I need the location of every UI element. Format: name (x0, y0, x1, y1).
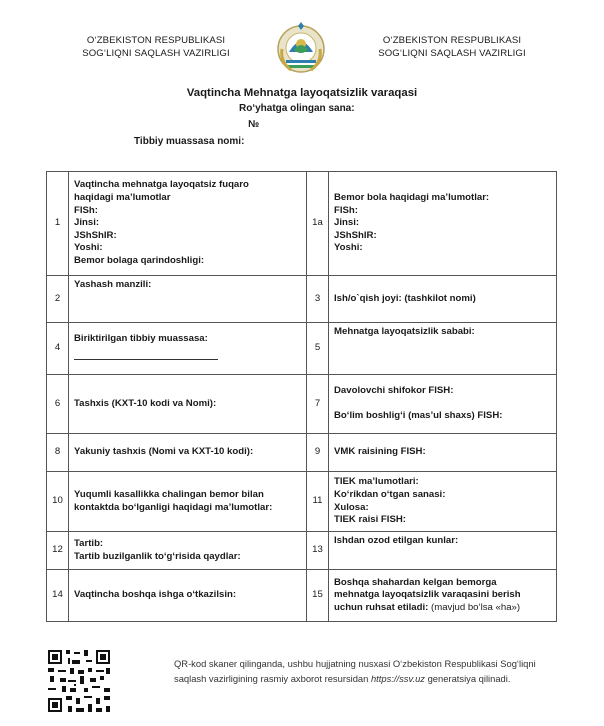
permission-note: (mavjud bo‘lsa «ha») (431, 601, 521, 613)
diagnosis-label: Tashxis (KXT-10 kodi va Nomi): (69, 375, 307, 434)
row-number: 11 (307, 472, 329, 532)
footer-text: QR-kod skaner qilinganda, ushbu hujjatning nusxasi O‘zbekiston Respublikasi Sog‘liqni saqlash vazirligining rasmiy axborot resursidan (174, 658, 536, 684)
regime-cell (69, 532, 307, 570)
contact-info-line-1: Yuqumli kasallikka chalingan bemor bilan (74, 488, 264, 500)
table-row (47, 472, 557, 532)
ministry-url-link[interactable]: https://ssv.uz (370, 672, 425, 684)
header-right-line2: SOG‘LIQNI SAQLASH VAZIRLIGI (378, 48, 526, 59)
vmk-chairman-label: VMK raisining FISH: (329, 434, 557, 472)
child-info-heading: Bemor bola haqidagi ma’lumotlar: (334, 192, 490, 204)
regime-label: Tartib: (74, 537, 104, 549)
other-city-permission-cell (329, 570, 557, 622)
citizen-jshshir-label: JShShIR: (74, 229, 117, 241)
residence-address-label: Yashash manzili: (69, 276, 307, 323)
document-title: Vaqtincha Mehnatga layoqatsizlik varaqasi (186, 87, 418, 99)
row-number: 5 (307, 323, 329, 375)
header-right-line1: O‘ZBEKISTON RESPUBLIKASI (382, 35, 522, 46)
citizen-info-heading-2: haqidagi ma’lumotlar (74, 192, 171, 204)
table-row (47, 172, 557, 276)
row-number: 9 (307, 434, 329, 472)
table-row (47, 570, 557, 622)
workplace-label: Ish/o`qish joyi: (tashkilot nomi) (329, 276, 557, 323)
child-age-label: Yoshi: (334, 242, 363, 254)
state-emblem-icon (276, 22, 326, 76)
assigned-institution-cell (69, 323, 307, 375)
tiek-chairman-label: TIEK raisi FISH: (334, 514, 406, 526)
contact-info-cell (69, 472, 307, 532)
row-number: 8 (47, 434, 69, 472)
header-left-line2: SOG‘LIQNI SAQLASH VAZIRLIGI (82, 48, 230, 59)
doctors-cell (329, 375, 557, 434)
row-number: 1a (307, 172, 329, 276)
row-number: 12 (47, 532, 69, 570)
attending-doctor-label: Davolovchi shifokor FISH: (334, 385, 454, 397)
row-number: 7 (307, 375, 329, 434)
regime-violation-label: Tartib buzilganlik to‘g‘risida qaydlar: (74, 550, 241, 562)
contact-info-line-2: kontaktda bo‘lganligi haqidagi ma’lumotlar: (74, 501, 273, 513)
assigned-institution-blank-line (74, 349, 218, 360)
table-row (47, 532, 557, 570)
ministry-header-right (364, 34, 540, 60)
ministry-header-left (68, 34, 244, 60)
table-row (47, 276, 557, 323)
row-number: 1 (47, 172, 69, 276)
registered-date-label: Ro‘yhatga olingan sana: (239, 103, 355, 114)
child-info-cell (329, 172, 557, 276)
other-city-line-2: mehnatga layoqatsizlik varaqasini berish (334, 589, 521, 601)
institution-name-label: Tibbiy muassasa nomi: (134, 136, 245, 147)
child-gender-label: Jinsi: (334, 217, 360, 229)
table-row (47, 375, 557, 434)
row-number: 2 (47, 276, 69, 323)
row-number: 14 (47, 570, 69, 622)
row-number: 3 (307, 276, 329, 323)
child-relation-label: Bemor bolaga qarindoshligi: (74, 254, 205, 266)
incapacity-reason-label: Mehnatga layoqatsizlik sababi: (329, 323, 557, 375)
citizen-info-cell (69, 172, 307, 276)
table-row (47, 434, 557, 472)
tiek-cell (329, 472, 557, 532)
child-fish-label: FISh: (334, 204, 358, 216)
citizen-gender-label: Jinsi: (74, 217, 100, 229)
citizen-fish-label: FISh: (74, 204, 98, 216)
table-row (47, 323, 557, 375)
department-head-label: Bo‘lim boshlig‘i (mas’ul shaxs) FISH: (334, 410, 503, 421)
row-number: 4 (47, 323, 69, 375)
assigned-institution-label: Biriktirilgan tibbiy muassasa: (74, 332, 208, 344)
exam-date-label: Ko‘rikdan o‘tgan sanasi: (334, 488, 446, 500)
citizen-info-heading-1: Vaqtincha mehnatga layoqatsiz fuqaro (74, 179, 249, 191)
row-number: 10 (47, 472, 69, 532)
other-city-line-3 (334, 602, 551, 615)
number-label: № (248, 119, 260, 130)
qr-footer-note (174, 657, 562, 686)
other-city-line-1: Boshqa shahardan kelgan bemorga (334, 576, 497, 588)
row-number: 6 (47, 375, 69, 434)
child-jshshir-label: JShShIR: (334, 229, 377, 241)
qr-code-icon (46, 648, 112, 714)
citizen-age-label: Yoshi: (74, 242, 103, 254)
tiek-info-label: TIEK ma’lumotlari: (334, 476, 419, 488)
header-left-line1: O‘ZBEKISTON RESPUBLIKASI (86, 35, 226, 46)
permission-label: uchun ruhsat etiladi: (334, 601, 429, 613)
conclusion-label: Xulosa: (334, 501, 369, 513)
row-number: 15 (307, 570, 329, 622)
final-diagnosis-label: Yakuniy tashxis (Nomi va KXT-10 kodi): (69, 434, 307, 472)
sick-leave-form-table (46, 171, 557, 622)
row-number: 13 (307, 532, 329, 570)
temporary-transfer-label: Vaqtincha boshqa ishga o‘tkazilsin: (69, 570, 307, 622)
released-days-label: Ishdan ozod etilgan kunlar: (329, 532, 557, 570)
footer-text-end: generatsiya qilinadi. (427, 672, 511, 684)
